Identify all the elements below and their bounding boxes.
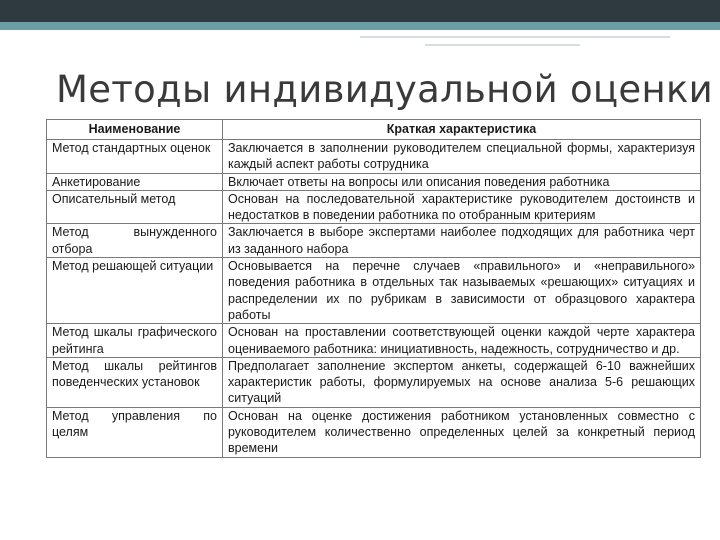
slide-accent-stripe	[0, 22, 720, 30]
method-name: Метод управления по целям	[47, 407, 223, 457]
methods-table	[46, 119, 701, 458]
method-description: Включает ответы на вопросы или описания поведения работника	[223, 173, 701, 190]
method-description: Основан на проставлении соответствующей оценки каждой черте характера оцениваемого работника: инициативность, надежность, сотрудничество и др.	[223, 324, 701, 358]
method-name: Описательный метод	[47, 190, 223, 224]
method-description: Основан на оценке достижения работником установленных совместно с руководителем количественно определенных целей за конкретный период времени	[223, 407, 701, 457]
decorative-line	[360, 36, 670, 38]
table-row	[47, 173, 701, 190]
header-name: Наименование	[47, 120, 223, 140]
method-name: Анкетирование	[47, 173, 223, 190]
method-description: Основывается на перечне случаев «правильного» и «неправильного» поведения работника в отдельных так называемых «решающих» ситуациях и распределении их по рубрикам в зависимости от образцового характера работы	[223, 258, 701, 324]
method-name: Метод шкалы графического рейтинга	[47, 324, 223, 358]
slide-title: Методы индивидуальной оценки	[56, 68, 713, 111]
method-description: Предполагает заполнение экспертом анкеты, содержащей 6-10 важнейших характеристик работы, формулируемых на основе анализа 5-6 решающих ситуаций	[223, 357, 701, 407]
method-name: Метод вынужденного отбора	[47, 224, 223, 258]
method-name: Метод решающей ситуации	[47, 258, 223, 324]
table-row	[47, 140, 701, 174]
table-header-row	[47, 120, 701, 140]
method-name: Метод стандартных оценок	[47, 140, 223, 174]
decorative-line	[425, 44, 580, 46]
table-row	[47, 407, 701, 457]
table-row	[47, 224, 701, 258]
slide-top-bar	[0, 0, 720, 22]
method-name: Метод шкалы рейтингов поведенческих установок	[47, 357, 223, 407]
method-description: Заключается в заполнении руководителем специальной формы, характеризуя каждый аспект работы сотрудника	[223, 140, 701, 174]
table-row	[47, 190, 701, 224]
method-description: Заключается в выборе экспертами наиболее подходящих для работника черт из заданного набора	[223, 224, 701, 258]
table-row	[47, 258, 701, 324]
table-row	[47, 324, 701, 358]
method-description: Основан на последовательной характеристике руководителем достоинств и недостатков в поведении работника по отобранным критериям	[223, 190, 701, 224]
header-description: Краткая характеристика	[223, 120, 701, 140]
table-row	[47, 357, 701, 407]
